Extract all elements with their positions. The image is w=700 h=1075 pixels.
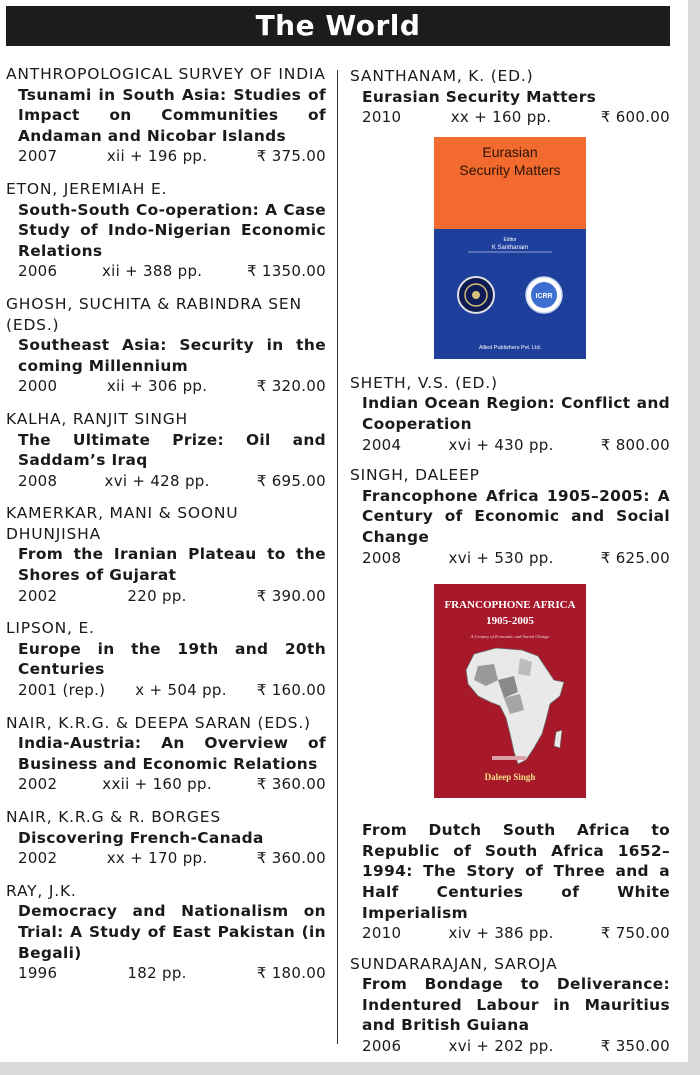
book-pages: x + 504 pp. xyxy=(135,681,227,700)
book-title: Democracy and Nationalism on Trial: A Study of East Pakistan (in Begali) xyxy=(18,902,326,962)
book-price: ₹ 360.00 xyxy=(256,775,326,794)
cover-subtitle: A Century of Economic and Social Change xyxy=(470,634,550,640)
book-pages: 220 pp. xyxy=(127,586,187,605)
book-meta xyxy=(362,923,670,944)
cover-title-line1: Eurasian xyxy=(482,143,538,160)
book-author: LIPSON, E. xyxy=(6,619,95,638)
book-author: SINGH, DALEEP xyxy=(350,466,480,485)
cover-publisher-mark xyxy=(492,756,526,760)
book-pages: xx + 160 pp. xyxy=(450,108,552,127)
cover-title-line2: Security Matters xyxy=(459,161,561,178)
book-year: 2010 xyxy=(362,924,402,943)
book-year: 2006 xyxy=(362,1037,402,1056)
book-pages: xvi + 428 pp. xyxy=(104,471,210,490)
book-entry xyxy=(6,807,326,869)
book-price: ₹ 695.00 xyxy=(256,471,326,490)
book-price: ₹ 350.00 xyxy=(600,1037,670,1056)
book-price: ₹ 180.00 xyxy=(256,964,326,983)
cover-editor-label: Editor xyxy=(503,236,517,243)
book-author: SUNDARARAJAN, SAROJA xyxy=(350,954,558,973)
book-pages: xvi + 430 pp. xyxy=(448,435,554,454)
book-author: GHOSH, SUCHITA & RABINDRA SEN (EDS.) xyxy=(6,294,302,334)
book-title: The Ultimate Prize: Oil and Saddam’s Iraq xyxy=(18,430,326,470)
book-title: Discovering French-Canada xyxy=(18,828,264,847)
book-year: 2002 xyxy=(18,849,58,868)
book-meta xyxy=(18,680,326,701)
section-banner: The World xyxy=(6,6,670,46)
book-meta xyxy=(362,107,670,128)
book-year: 2004 xyxy=(362,435,402,454)
book-year: 2008 xyxy=(362,548,402,567)
book-price: ₹ 320.00 xyxy=(256,377,326,396)
book-price: ₹ 360.00 xyxy=(256,849,326,868)
book-price: ₹ 625.00 xyxy=(600,548,670,567)
book-meta xyxy=(18,146,326,167)
book-pages: xx + 170 pp. xyxy=(106,849,208,868)
book-meta xyxy=(18,963,326,984)
book-entry xyxy=(350,954,670,1057)
book-year: 1996 xyxy=(18,964,58,983)
book-entry xyxy=(6,881,326,984)
book-meta xyxy=(362,548,670,569)
book-cover-eurasian-security xyxy=(434,137,586,359)
book-meta xyxy=(18,471,326,492)
book-price: ₹ 600.00 xyxy=(600,108,670,127)
book-meta xyxy=(18,586,326,607)
book-pages: xxii + 160 pp. xyxy=(102,775,212,794)
book-pages: xii + 388 pp. xyxy=(101,262,203,281)
left-column xyxy=(6,64,326,996)
book-entry xyxy=(6,64,326,167)
column-divider xyxy=(337,70,338,1044)
book-title: Francophone Africa 1905–2005: A Century of Economic and Social Change xyxy=(362,486,670,546)
book-entry xyxy=(350,373,670,455)
cover-title-line1: FRANCOPHONE AFRICA xyxy=(444,599,576,612)
book-year: 2008 xyxy=(18,471,58,490)
book-price: ₹ 160.00 xyxy=(256,681,326,700)
book-price: ₹ 375.00 xyxy=(256,147,326,166)
book-author: ANTHROPOLOGICAL SURVEY OF INDIA xyxy=(6,65,326,83)
book-entry xyxy=(350,66,670,128)
book-pages: 182 pp. xyxy=(127,964,187,983)
book-year: 2007 xyxy=(18,147,58,166)
cover-seal-left-icon xyxy=(458,277,494,313)
book-pages: xiv + 386 pp. xyxy=(448,924,554,943)
book-pages: xii + 306 pp. xyxy=(106,377,208,396)
book-entry xyxy=(6,713,326,795)
book-entry xyxy=(6,294,326,397)
book-author: NAIR, K.R.G. & DEEPA SARAN (EDS.) xyxy=(6,713,311,732)
book-year: 2002 xyxy=(18,586,58,605)
book-title: Eurasian Security Matters xyxy=(362,87,597,106)
book-price: ₹ 390.00 xyxy=(256,586,326,605)
book-pages: xvi + 202 pp. xyxy=(448,1037,554,1056)
book-author: KAMERKAR, MANI & SOONU DHUNJISHA xyxy=(6,504,239,543)
cover-editor: K Santhanam xyxy=(491,244,529,251)
book-price: ₹ 800.00 xyxy=(600,435,670,454)
book-entry xyxy=(6,618,326,700)
book-author: RAY, J.K. xyxy=(6,881,77,900)
book-title: Southeast Asia: Security in the coming Millennium xyxy=(18,336,326,375)
book-entry xyxy=(350,820,670,944)
book-author: KALHA, RANJIT SINGH xyxy=(6,409,188,428)
book-year: 2002 xyxy=(18,775,58,794)
cover-title-line2: 1905-2005 xyxy=(486,615,534,628)
book-title: South-South Co-operation: A Case Study of Indo-Nigerian Economic Relations xyxy=(18,200,326,260)
cover-seal-right-icon xyxy=(526,277,562,313)
book-price: ₹ 750.00 xyxy=(600,924,670,943)
book-price: ₹ 1350.00 xyxy=(246,262,326,281)
book-pages: xvi + 530 pp. xyxy=(448,548,554,567)
book-meta xyxy=(18,261,326,282)
book-cover-francophone-africa xyxy=(434,584,586,798)
right-column xyxy=(350,66,670,1069)
book-meta xyxy=(18,376,326,397)
cover-publisher: Allied Publishers Pvt. Ltd. xyxy=(478,344,542,351)
book-entry xyxy=(6,409,326,491)
book-entry xyxy=(350,465,670,568)
book-title: From the Iranian Plateau to the Shores of Gujarat xyxy=(18,545,326,585)
cover-seal-text: ICRR xyxy=(535,292,553,300)
book-entry xyxy=(6,179,326,282)
book-author: ETON, JEREMIAH E. xyxy=(6,179,168,198)
book-meta xyxy=(362,435,670,456)
book-meta xyxy=(18,774,326,795)
book-year: 2006 xyxy=(18,262,58,281)
book-author: NAIR, K.R.G & R. BORGES xyxy=(6,808,222,826)
book-year: 2010 xyxy=(362,108,402,127)
book-year: 2000 xyxy=(18,377,58,396)
book-year: 2001 (rep.) xyxy=(18,681,106,700)
book-author: SHETH, V.S. (ED.) xyxy=(350,373,498,392)
cover-author: Daleep Singh xyxy=(484,772,536,783)
book-author: SANTHANAM, K. (ED.) xyxy=(350,67,534,85)
book-title: India-Austria: An Overview of Business and Economic Relations xyxy=(18,734,326,773)
book-title: From Dutch South Africa to Republic of South Africa 1652–1994: The Story of Three and a Half Centuries of White Imperialism xyxy=(362,821,670,922)
book-title: From Bondage to Deliverance: Indentured Labour in Mauritius and British Guiana xyxy=(362,975,670,1035)
book-meta xyxy=(362,1036,670,1057)
book-title: Tsunami in South Asia: Studies of Impact on Communities of Andaman and Nicobar Islands xyxy=(18,85,326,145)
book-entry xyxy=(6,503,326,606)
book-title: Europe in the 19th and 20th Centuries xyxy=(18,639,326,679)
book-title: Indian Ocean Region: Conflict and Cooperation xyxy=(362,394,670,433)
book-meta xyxy=(18,848,326,869)
book-pages: xii + 196 pp. xyxy=(106,147,208,166)
